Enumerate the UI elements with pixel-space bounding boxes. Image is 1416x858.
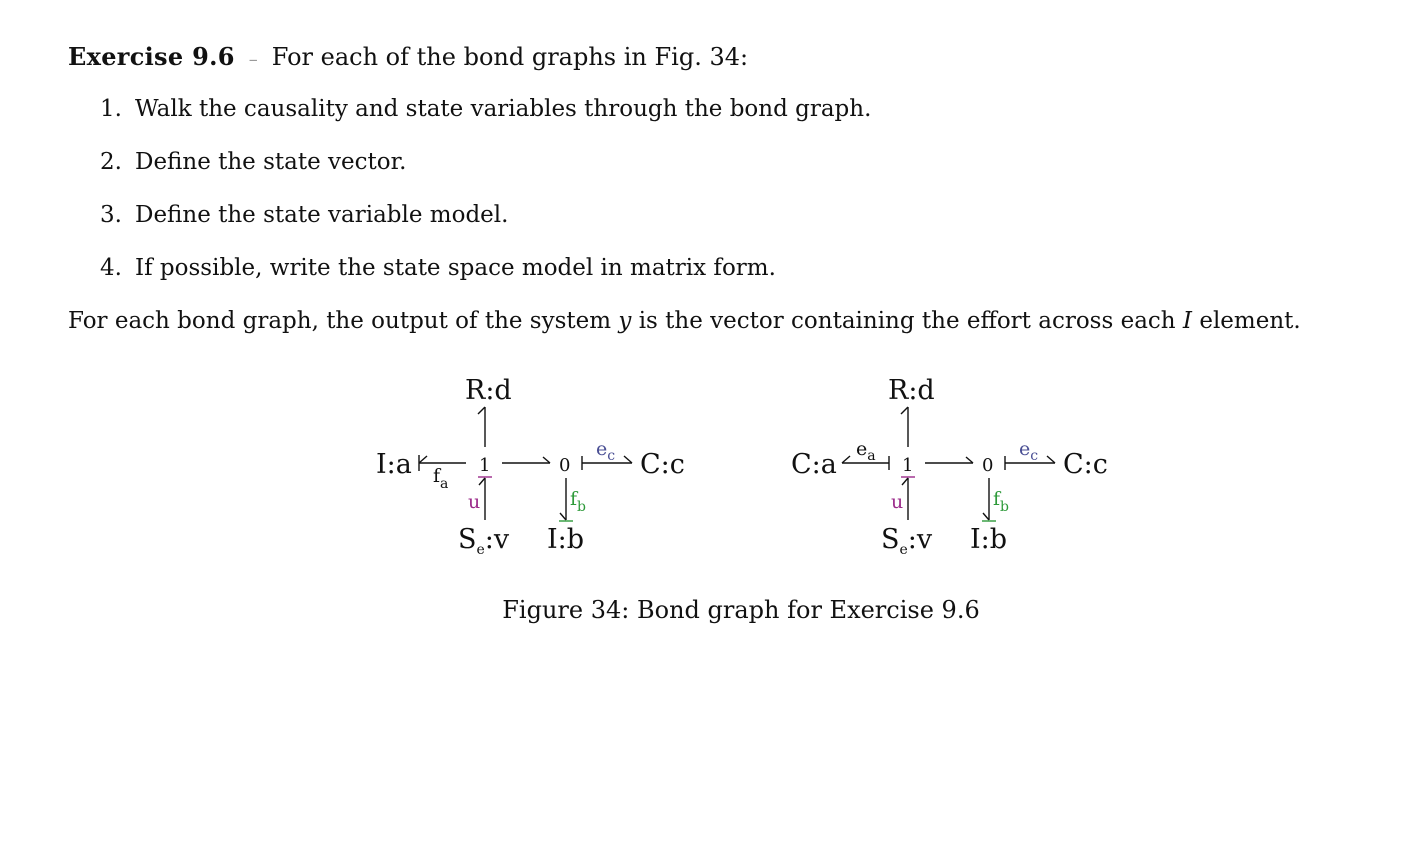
se-subscript: e (899, 542, 908, 558)
flow-base: f (570, 488, 578, 510)
effort-base: e (596, 438, 608, 460)
output-var-i: I (1182, 308, 1193, 334)
element-left: I:a (376, 449, 412, 480)
flow-sub: b (1000, 499, 1010, 515)
heading-dash: – (248, 49, 258, 70)
half-arrow-i-b (560, 513, 566, 520)
se-base: S (458, 524, 477, 555)
step-number: 4. (100, 255, 122, 281)
effort-sub: c (607, 448, 616, 464)
label-left-bond (856, 438, 876, 464)
flow-base: f (993, 488, 1001, 510)
element-i-b: I:b (547, 524, 585, 555)
half-arrow-c (1047, 456, 1055, 463)
se-rest: :v (484, 524, 510, 555)
label-u: u (891, 491, 904, 513)
label-effort (596, 438, 615, 464)
effort-base: e (1019, 438, 1031, 460)
step-number: 2. (100, 149, 122, 175)
bond-graph-2 (791, 375, 1108, 558)
junction-one: 1 (479, 455, 491, 476)
half-arrow-c (624, 456, 632, 463)
left-bond-base: f (433, 465, 441, 487)
figure-caption: Figure 34: Bond graph for Exercise 9.6 (502, 596, 980, 624)
half-arrow-se (902, 478, 908, 485)
output-var-y: y (618, 308, 632, 334)
junction-one: 1 (902, 455, 914, 476)
label-flow (570, 488, 586, 515)
step-text: Define the state vector. (135, 149, 407, 175)
half-arrow-left (842, 456, 850, 463)
element-se-v (881, 524, 933, 558)
half-arrow-r (901, 407, 908, 414)
label-u: u (468, 491, 481, 513)
se-subscript: e (476, 542, 485, 558)
output-note-end: element. (1192, 308, 1301, 334)
se-base: S (881, 524, 900, 555)
label-flow (993, 488, 1009, 515)
element-r-d: R:d (888, 375, 935, 406)
effort-sub: c (1030, 448, 1039, 464)
se-rest: :v (907, 524, 933, 555)
half-arrow-i-b (983, 513, 989, 520)
output-note-middle: is the vector containing the effort across each (631, 308, 1183, 334)
left-bond-base: e (856, 438, 868, 460)
step-text: If possible, write the state space model in matrix form. (135, 255, 776, 281)
half-arrow-one-zero (543, 457, 550, 463)
left-bond-sub: a (867, 448, 876, 464)
element-c-c: C:c (1063, 449, 1108, 480)
flow-sub: b (577, 499, 587, 515)
half-arrow-left (419, 456, 427, 463)
element-r-d: R:d (465, 375, 512, 406)
element-se-v (458, 524, 510, 558)
step-text: Walk the causality and state variables through the bond graph. (135, 96, 872, 122)
element-c-c: C:c (640, 449, 685, 480)
label-effort (1019, 438, 1038, 464)
half-arrow-one-zero (966, 457, 973, 463)
step-text: Define the state variable model. (135, 202, 509, 228)
exercise-intro: For each of the bond graphs in Fig. 34: (271, 43, 749, 71)
half-arrow-r (478, 407, 485, 414)
left-bond-sub: a (440, 476, 449, 492)
step-number: 3. (100, 202, 122, 228)
element-i-b: I:b (970, 524, 1008, 555)
label-left-bond (433, 465, 448, 492)
output-note-start: For each bond graph, the output of the system (68, 308, 619, 334)
exercise-label: Exercise 9.6 (68, 42, 235, 71)
junction-zero: 0 (982, 455, 994, 476)
bond-graph-1 (376, 375, 685, 558)
half-arrow-se (479, 478, 485, 485)
element-left: C:a (791, 449, 837, 480)
junction-zero: 0 (559, 455, 571, 476)
step-number: 1. (100, 96, 122, 122)
